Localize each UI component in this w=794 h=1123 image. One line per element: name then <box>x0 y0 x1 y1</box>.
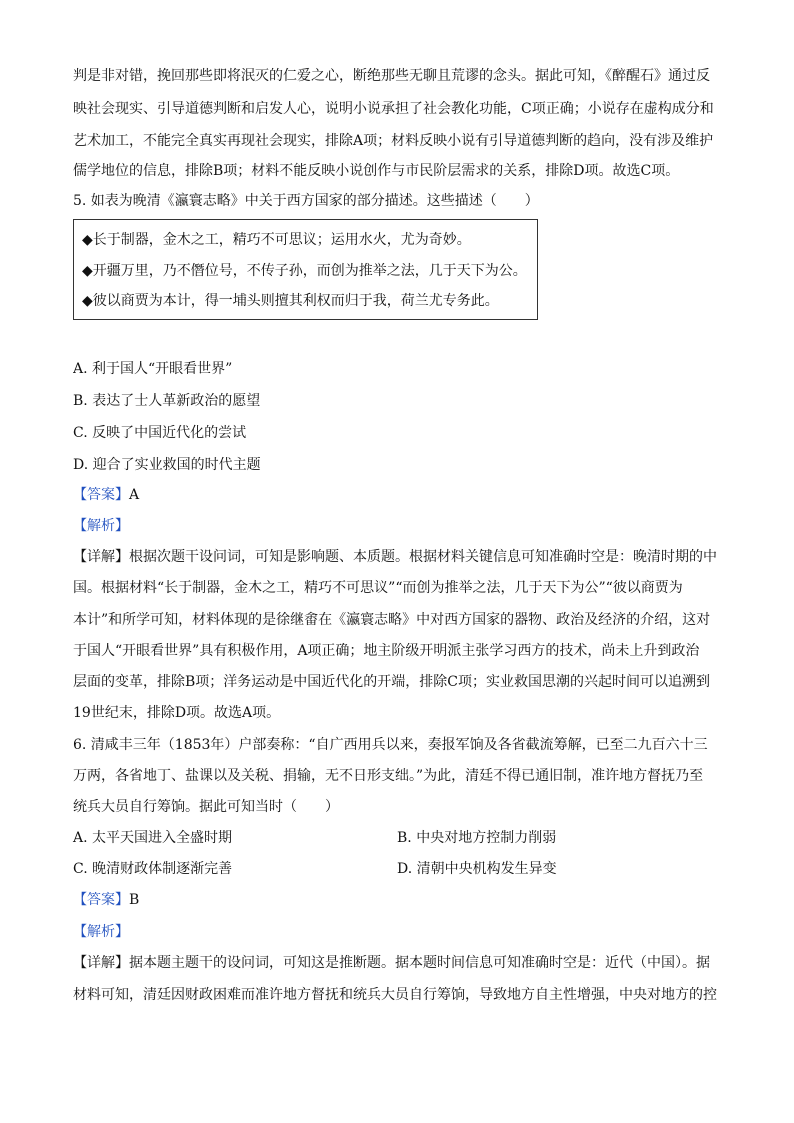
analysis-label: 【解析】 <box>73 518 129 534</box>
detail-label: 【详解】 <box>73 955 129 971</box>
q6-stem-line: 6. 清咸丰三年（1853年）户部奏称：“自广西用兵以来，奏报军饷及各省截流筹解，已至二九百六十三 <box>73 737 708 753</box>
q6-answer <box>73 890 723 910</box>
answer-value: A <box>129 487 140 503</box>
intro-line: 映社会现实、引导道德判断和启发人心，说明小说承担了社会教化功能，C项正确；小说存在虚构成分和 <box>73 101 714 117</box>
intro-line: 判是非对错，挽回那些即将泯灭的仁爱之心，断绝那些无聊且荒谬的念头。据此可知，《醉醒石》通过反 <box>73 68 710 84</box>
q6-option-b: B. 中央对地方控制力削弱 <box>397 830 557 846</box>
q5-table-item: ◆开疆万里，乃不僭位号，不传子孙，而创为推举之法，几于天下为公。 <box>82 263 527 279</box>
intro-line: 儒学地位的信息，排除B项；材料不能反映小说创作与市民阶层需求的关系，排除D项。故选C项。 <box>73 163 680 179</box>
q5-detail-line: 19世纪末，排除D项。故选A项。 <box>73 705 281 721</box>
q5-option-c: C. 反映了中国近代化的尝试 <box>73 425 247 441</box>
intro-line: 艺术加工，不能完全真实再现社会现实，排除A项；材料反映小说有引导道德判断的趋向，没有涉及维护 <box>73 133 714 149</box>
q5-option-d: D. 迎合了实业救国的时代主题 <box>73 457 261 473</box>
q6-stem-line: 统兵大员自行筹饷。据此可知当时（ ） <box>73 799 339 815</box>
analysis-label: 【解析】 <box>73 924 129 940</box>
q5-detail-line: 于国人“开眼看世界”具有积极作用，A项正确；地主阶级开明派主张学习西方的技术，尚未上升到政治 <box>73 643 700 659</box>
q6-option-c: C. 晚清财政体制逐渐完善 <box>73 861 233 877</box>
q6-analysis-label <box>73 922 723 942</box>
q6-detail-line <box>73 953 723 973</box>
q5-detail-line: 本计”和所学可知，材料体现的是徐继畬在《瀛寰志略》中对西方国家的器物、政治及经济的介绍，这对 <box>73 612 711 628</box>
q5-detail-line: 国。根据材料“长于制器，金木之工，精巧不可思议”“而创为推举之法，几于天下为公”“彼以商贾为 <box>73 580 683 596</box>
detail-text: 根据次题干设问词，可知是影响题、本质题。根据材料关键信息可知准确时空是：晚清时期的中 <box>129 549 717 565</box>
q6-option-d: D. 清朝中央机构发生异变 <box>397 861 557 877</box>
q5-detail-line: 层面的变革，排除B项；洋务运动是中国近代化的开端，排除C项；实业救国思潮的兴起时间可以追溯到 <box>73 674 710 690</box>
q5-answer <box>73 485 723 505</box>
answer-value: B <box>129 892 140 908</box>
q5-option-b: B. 表达了士人革新政治的愿望 <box>73 393 261 409</box>
q5-stem: 5. 如表为晚清《瀛寰志略》中关于西方国家的部分描述。这些描述（ ） <box>73 193 539 209</box>
detail-text: 据本题主题干的设问词，可知这是推断题。据本题时间信息可知准确时空是：近代（中国）。据 <box>129 955 710 971</box>
q6-stem-line: 万两，各省地丁、盐课以及关税、捐输，无不日形支绌。”为此，清廷不得已通旧制，准许地方督抚乃至 <box>73 768 704 784</box>
detail-label: 【详解】 <box>73 549 129 565</box>
q6-option-a: A. 太平天国进入全盛时期 <box>73 830 233 846</box>
q5-analysis-label <box>73 516 723 536</box>
q6-detail-line: 材料可知，清廷因财政困难而准许地方督抚和统兵大员自行筹饷，导致地方自主性增强，中央对地方的控 <box>73 987 717 1003</box>
q5-material-table <box>73 219 538 320</box>
q5-option-a: A. 利于国人“开眼看世界” <box>73 361 233 377</box>
answer-label: 【答案】 <box>73 487 129 503</box>
q5-detail-line <box>73 547 723 567</box>
answer-label: 【答案】 <box>73 892 129 908</box>
q5-table-item: ◆彼以商贾为本计，得一埔头则擅其利权而归于我，荷兰尤专务此。 <box>82 293 499 309</box>
q5-table-item: ◆长于制器，金木之工，精巧不可思议；运用水火，尤为奇妙。 <box>82 232 471 248</box>
